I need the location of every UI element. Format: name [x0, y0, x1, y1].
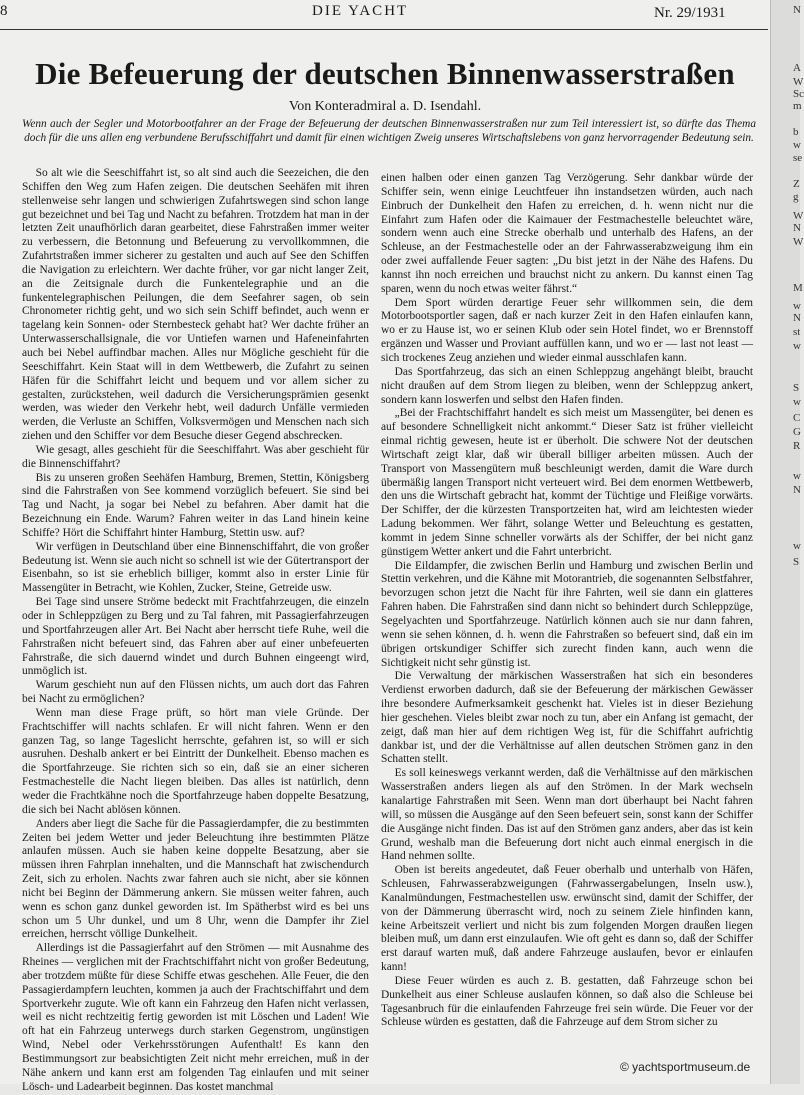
- paragraph: Es soll keineswegs verkannt werden, daß die Verhältnisse auf den märkischen Wasserstraßen anders liegen als auf den Strömen. In der Mark wechseln kanalartige Fahrstraßen mit Seen. Wenn man dort überhaupt bei Nacht fahren will, so müssen die Ausgänge auf den Seen befeuert sein, sonst kann der Schiffer die Ausgänge nicht finden. Das ist auf den Strömen ganz anders, aber das ist kein Grund, weshalb man die Befeuerung dort nicht auch einmal energisch in die Hand nehmen sollte.: [381, 767, 753, 863]
- issue-number: Nr. 29/1931: [654, 5, 726, 21]
- adjacent-page-edge: [770, 0, 804, 1084]
- adjacent-fragment: w: [793, 340, 801, 352]
- adjacent-fragment: N: [793, 312, 801, 324]
- paragraph: Wenn man diese Frage prüft, so hört man viele Gründe. Der Frachtschiffer will nachts schlafen. Er will nicht fahren. Wenn er den ganzen Tag, so lange Tageslicht herrschte, gefahren ist, so will er sich ausruhen. Deshalb ankert er bei Eintritt der Dunkelheit. Ebenso machen es die Sportfahrzeuge. Sie richten sich so ein, daß sie an einer sicheren Festmachestelle die Nacht liegen bleiben. Das alles ist natürlich, denn weder die Frachtkähne noch die Sportfahrzeuge haben doppelte Besatzung, die sich bei Nacht ablösen können.: [22, 706, 369, 816]
- right-column: [381, 172, 753, 1030]
- adjacent-fragment: N: [793, 4, 801, 16]
- watermark: © yachtsportmuseum.de: [620, 1060, 751, 1074]
- header-rule: [0, 29, 768, 30]
- page-number: 8: [0, 3, 8, 19]
- paragraph: Wie gesagt, alles geschieht für die Seeschiffahrt. Was aber geschieht für die Binnenschiffahrt?: [22, 443, 369, 470]
- article-title: Die Befeuerung der deutschen Binnenwasserstraßen: [35, 56, 735, 91]
- article-author: Von Konteradmiral a. D. Isendahl.: [288, 99, 482, 114]
- adjacent-fragment: st: [793, 326, 801, 338]
- adjacent-fragment: se: [793, 152, 803, 164]
- paragraph: So alt wie die Seeschiffahrt ist, so alt sind auch die Seezeichen, die den Schiffen den Weg zum Hafen zeigen. Die deutschen Seehäfen mit ihren stellenweise sehr langen und schwierigen Zufahrtswegen sind schon lange gut bezeichnet und bei Tag und Nacht zu befahren. Trotzdem hat man in der letzten Zeit unaufhörlich daran gearbeitet, diese Fahrstraßen immer weiter zu verbessern, die Betonnung und Befeuerung zu vervollkommnen, die Zufahrtstraßen immer sicherer zu gestalten und auch auf See den Schiffen die Navigation zu erleichtern. Wer dachte früher, vor gar nicht langer Zeit, an die Zeitsignale durch die Funkentelegraphie und an die funkentelegraphischen Peilungen, die dem Seefahrer sagen, ob sein Chronometer richtig geht, und wo sich sein Schiff befindet, auch wenn er tagelang kein Sonnen- oder Sternbesteck gehabt hat? Wer dachte früher an Unterwasserschallsignale, die vor Untiefen warnen und Hafeneinfahrten auch bei Nebel auffindbar machen. Alles nur Mögliche geschieht für die Seeschiffahrt. Kein Staat will in dem Wettbewerb, die Zufahrt zu seinen Häfen für die Schiffahrt leicht und bequem und vor allem sicher zu gestalten, zurückstehen, weil dadurch die Versicherungsprämien gesenkt werden, was wieder den Verkehr hebt, weil dadurch Unfälle vermieden werden, die Verluste an Schiffen, Volksvermögen und Menschen nach sich ziehen und den Schiffer vor dem Besuche dieser Gegend abschrecken.: [22, 167, 369, 443]
- adjacent-fragment: N: [793, 484, 801, 496]
- paragraph: Oben ist bereits angedeutet, daß Feuer oberhalb und unterhalb von Häfen, Schleusen, Fahrwasserabzweigungen (Fahrwassergabelungen, Inseln usw.), Kanalmündungen, Festmachestellen usw. erwünscht sind, damit der Schiffer, der von der Dämmerung überrascht wird, noch zu seinem Ziele hinfinden kann, keine Arbeitszeit verliert und nicht bis zum folgenden Morgen draußen liegen bleiben muß, um dann erst einzulaufen. Wie oft geht es dann so, daß der Schiffer erst darauf warten muß, daß andere Fahrzeuge auslaufen, bevor er einlaufen kann!: [381, 864, 753, 974]
- running-title: DIE YACHT: [312, 3, 409, 19]
- adjacent-fragment: w: [793, 470, 801, 482]
- adjacent-fragment: w: [793, 300, 801, 312]
- adjacent-fragment: Z: [793, 178, 800, 190]
- paragraph: „Bei der Frachtschiffahrt handelt es sich meist um Massengüter, bei denen es auf besondere Schnelligkeit nicht ankommt.“ Dieser Satz ist früher vielleicht einmal richtig gewesen, heute ist er überholt. Die schwere Not der deutschen Wirtschaft zeigt klar, daß wir überall billiger arbeiten müssen. Auch der Transport von Massengütern muß beschleunigt werden, damit die Ware durch übermäßig langen Transport nicht verteuert wird. Bei dem enormen Wettbewerb, den uns die Wirtschaft gebracht hat, kommt der Tüchtige und Fleißige vorwärts. Der Schiffer, der die kürzesten Transportzeiten hat, wird am leichtesten wieder Ladung bekommen. Wer fährt, solange Wetter und Beleuchtung es gestatten, kommt in jedem Sinne schneller vorwärts als der Schiffer, der bei nicht ganz günstigem Wetter ankert und die Fahrt unterbricht.: [381, 407, 753, 558]
- adjacent-fragment: W: [793, 210, 804, 222]
- adjacent-fragment: C: [793, 412, 801, 424]
- adjacent-fragment: S: [793, 382, 800, 394]
- article-intro: Wenn auch der Segler und Motorbootfahrer an der Frage der Befeuerung der deutschen Binnenwasserstraßen nur zum Teil interessiert ist, so dürfte das Thema doch für die uns allen eng verbundene Berufsschiffahrt und damit für einen wichtigen Zweig unseres Wirtschaftslebens von ganz hervorragender Bedeutung sein.: [22, 118, 756, 144]
- adjacent-fragment: m: [793, 100, 802, 112]
- paragraph: Die Eildampfer, die zwischen Berlin und Hamburg und zwischen Berlin und Stettin verkehren, und die Kähne mit Motorantrieb, die sogenannten Selbstfahrer, bevorzugen schon jetzt die Nacht für ihre Fahrten, weil sie dann ein glatteres Fahren haben. Die Fahrstraßen sind dann nicht so behindert durch Schleppzüge, Segelyachten und Sportfahrzeuge. Natürlich können auch sie nur dann fahren, wenn sie sehen können, d. h. wenn die Fahrstraßen so befeuert sind, daß ein im übrigen ortskundiger Schiffer sich zurecht finden kann, auch wenn die Sichtigkeit nicht sehr günstig ist.: [381, 559, 753, 669]
- adjacent-fragment: Sc: [793, 88, 804, 100]
- paragraph: Diese Feuer würden es auch z. B. gestatten, daß Fahrzeuge schon bei Dunkelheit aus einer Schleuse auslaufen können, so daß also die Schleuse bei Tagesanbruch für die einlaufenden Fahrzeuge frei sein würde. Die Feuer vor der Schleuse würden es gestatten, daß die Fahrzeuge auf dem Strom sicher zu: [381, 974, 753, 1029]
- paragraph: Die Verwaltung der märkischen Wasserstraßen hat sich ein besonderes Verdienst erworben dadurch, daß sie der Befeuerung der märkischen Gewässer ihre besondere Aufmerksamkeit geschenkt hat. Vieles ist in dieser Beziehung hier geschehen. Vieles bleibt zwar noch zu tun, aber ein Anfang ist gemacht, der zeigt, daß man hier auf dem richtigen Weg ist, für die Schiffahrt aufrichtig dankbar ist, und der die Verhältnisse auf allen deutschen Strömen ganz in den Schatten stellt.: [381, 670, 753, 766]
- adjacent-fragment: g: [793, 191, 799, 203]
- adjacent-fragment: w: [793, 139, 801, 151]
- adjacent-fragment: S: [793, 556, 800, 568]
- left-column: [22, 167, 369, 1095]
- paragraph: Bis zu unseren großen Seehäfen Hamburg, Bremen, Stettin, Königsberg sind die Fahrstraßen von See kommend vorzüglich befeuert. Sie sind bei Tag und Nacht, ja sogar bei Nebel zu befahren. Aber damit hat die Bezeichnung ein Ende. Warum? Fahren weiter in das Land hinein keine Schiffe? Hört die Schiffahrt hinter Hamburg, Stettin usw. auf?: [22, 471, 369, 539]
- adjacent-fragment: W: [793, 236, 804, 248]
- paragraph: einen halben oder einen ganzen Tag Verzögerung. Sehr dankbar würde der Schiffer sein, wenn einige Leuchtfeuer ihn instandsetzen würden, auch nach Einbruch der Dunkelheit den Hafen zu erreichen, d. h. wenn nicht nur die Einfahrt zum Hafen oder die Kaimauer der Festmachestelle beleuchtet wäre, sondern wenn auch eine Strecke oberhalb und unterhalb des Hafens, an der Schleuse, an der Festmachestelle oder an der Fahrwasserabzweigung ihm ein oder zwei auffallende Feuer sagten: „Du bist jetzt in der Nähe des Hafens. Du kannst ihn noch erreichen und brauchst nicht zu ankern. Du kannst einen Tag sparen, wenn du noch etwas weiter fährst.“: [381, 172, 753, 295]
- paragraph: Wir verfügen in Deutschland über eine Binnenschiffahrt, die von großer Bedeutung ist. Wenn sie auch nicht so schnell ist wie der Gütertransport der Eisenbahn, so ist sie erheblich billiger, kommt also in erster Linie für Massengüter in Betracht, wie Kohlen, Zucker, Steine, Getreide usw.: [22, 540, 369, 595]
- paragraph: Anders aber liegt die Sache für die Passagierdampfer, die zu bestimmten Zeiten bei jedem Wetter und jeder Beleuchtung ihre bestimmten Plätze anlaufen müssen. Auch sie haben keine doppelte Besatzung, aber sie müssen ihren Fahrplan innehalten, und die Mannschaft hat zwischendurch Zeit, sich zu erholen. Nachts zwar fahren auch sie nicht, aber sie können nicht bei Beginn der Dämmerung ankern. Sie müssen weiter fahren, auch wenn es schon ganz dunkel geworden ist. Im Spätherbst wird es bei uns schon um 5 Uhr dunkel, und um 8 Uhr, wenn die Dampfer ihr Ziel erreichen, herrscht völlige Dunkelheit.: [22, 817, 369, 941]
- adjacent-fragment: R: [793, 440, 801, 452]
- adjacent-fragment: M: [793, 282, 803, 294]
- paragraph: Allerdings ist die Passagierfahrt auf den Strömen — mit Ausnahme des Rheines — verglichen mit der Frachtschiffahrt nicht von großer Bedeutung, aber trotzdem müßte für diese Schiffe etwas geschehen. Alle Feuer, die den Passagierdampfern leuchten, kommen ja auch der Frachtschiffahrt und dem Sportverkehr zugute. Wie oft kann ein Fahrzeug den Hafen nicht verlassen, weil es nicht rechtzeitig fertig geworden ist mit Löschen und Laden! Wie oft hat ein Fahrzeug unterwegs durch starken Gegenstrom, ungünstigen Wind, Nebel oder Verkehrsstörungen Aufenthalt! Es kann den Bestimmungsort zur beabsichtigten Zeit nicht mehr erreichen, muß in der Nähe ankern und kann erst am folgenden Tag einlaufen und mit seiner Lösch- und Ladearbeit beginnen. Das kostet manchmal: [22, 942, 369, 1093]
- adjacent-fragment: b: [793, 126, 799, 138]
- adjacent-fragment: A: [793, 62, 801, 74]
- paragraph: Warum geschieht nun auf den Flüssen nichts, um auch dort das Fahren bei Nacht zu ermöglichen?: [22, 679, 369, 706]
- adjacent-fragment: G: [793, 426, 801, 438]
- adjacent-fragment: W: [793, 76, 804, 88]
- adjacent-fragment: w: [793, 396, 801, 408]
- paragraph: Dem Sport würden derartige Feuer sehr willkommen sein, die dem Motorbootsportler sagen, daß er nach kurzer Zeit in den Hafen einlaufen kann, wo er zu Hause ist, wo er seinen Klub oder sein Hotel findet, wo er Brennstoff ergänzen und Wasser und Proviant auffüllen kann, und wo er — last not least — sich trockenes Zeug anziehen und wieder einmal ausschlafen kann.: [381, 296, 753, 364]
- adjacent-fragment: N: [793, 222, 801, 234]
- adjacent-fragment: w: [793, 540, 801, 552]
- paragraph: Das Sportfahrzeug, das sich an einen Schleppzug angehängt bleibt, braucht nicht draußen auf dem Strom liegen zu bleiben, wenn der Schleppzug ankert, sondern kann loswerfen und selbst den Hafen finden.: [381, 365, 753, 406]
- paragraph: Bei Tage sind unsere Ströme bedeckt mit Frachtfahrzeugen, die einzeln oder in Schleppzügen zu Berg und zu Tal fahren, mit Passagierfahrzeugen und Sportfahrzeugen aller Art. Bei Nacht aber herrscht tiefe Ruhe, weil die Fahrstraßen nicht befeuert sind, das Fahren aber auf einer unbefeuerten Fahrstraße, die sich dauernd windet und durch Buhnen eingeengt wird, unmöglich ist.: [22, 596, 369, 678]
